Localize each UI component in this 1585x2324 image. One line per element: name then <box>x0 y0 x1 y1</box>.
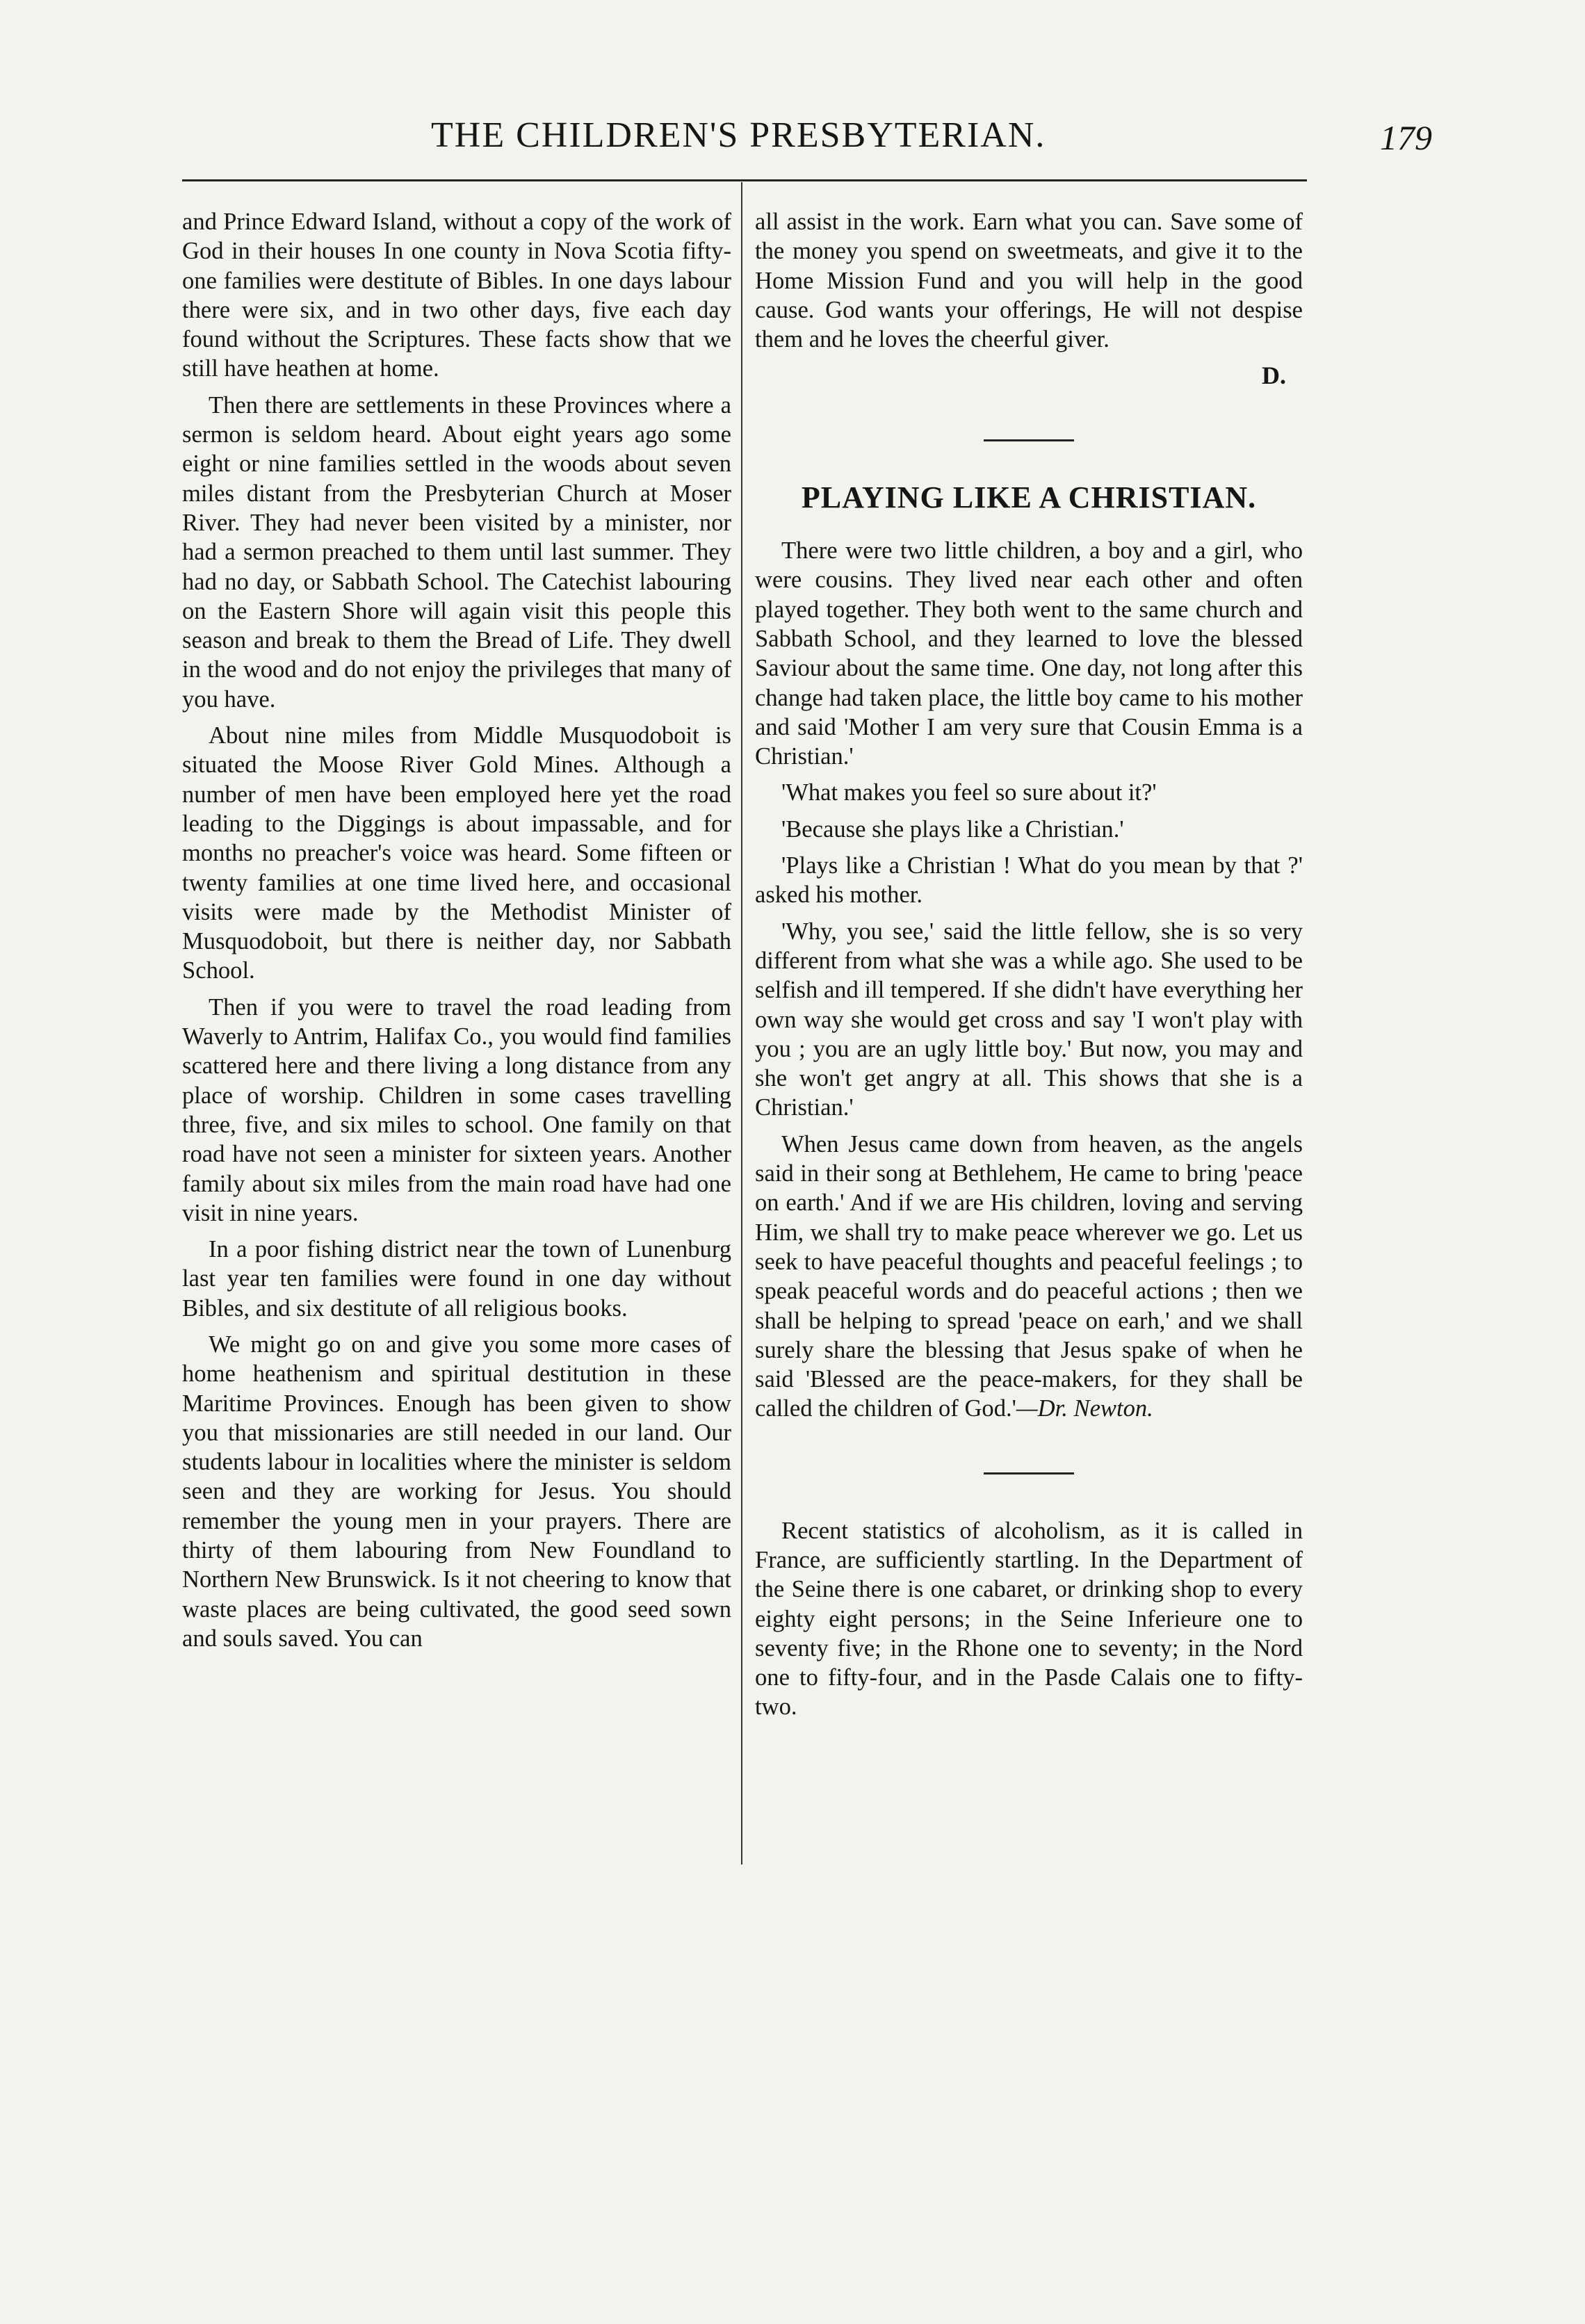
paragraph: Then if you were to travel the road leading from Waverly to Antrim, Halifax Co., you would find families scattered here and there living a long distance from any place of worship. Children in some cases travelling three, five, and six miles to school. One family on that road have not seen a minister for sixteen years. Another family about six miles from the main road have had one visit in nine years. <box>182 993 731 1226</box>
statistics-paragraph: Recent statistics of alcoholism, as it is called in France, are sufficiently startling. In the Department of the Seine there is one cabaret, or drinking shop to every eighty eight persons; in the Seine Inferieure one to seventy five; in the Rhone one to seventy; in the Nord one to fifty-four, and in the Pasde Calais one to fifty-two. <box>755 1517 1303 1721</box>
article-paragraph: 'Why, you see,' said the little fellow, she is so very different from what she was a while ago. She used to be selfish and ill tempered. If she didn't have everything her own way she would get cross and say 'I won't play with you ; you are an ugly little boy.' But now, you may and she won't get angry at all. This shows that she is a Christian.' <box>755 918 1303 1121</box>
header-rule <box>182 179 1307 181</box>
article-paragraph: 'Plays like a Christian ! What do you mean by that ?' asked his mother. <box>755 852 1303 909</box>
paragraph: About nine miles from Middle Musquodoboit is situated the Moose River Gold Mines. Although a number of men have been employed here yet the road leading to the Diggings is about impassable, and for months no preacher's voice was heard. Some fifteen or twenty families at one time lived here, and occasional visits were made by the Methodist Minister of Musquodoboit, but there is neither day, nor Sabbath School. <box>182 722 731 984</box>
article-paragraph: There were two little children, a boy and a girl, who were cousins. They lived near each other and often played together. They both went to the same church and Sabbath School, and they learned to love the blessed Saviour about the same time. One day, not long after this change had taken place, the little boy came to his mother and said 'Mother I am very sure that Cousin Emma is a Christian.' <box>755 537 1303 770</box>
running-title: THE CHILDREN'S PRESBYTERIAN. <box>431 115 1046 155</box>
left-column <box>182 207 731 1660</box>
article-paragraph: 'What makes you feel so sure about it?' <box>781 779 1157 806</box>
page-header <box>181 115 1432 163</box>
paragraph: Then there are settlements in these Provinces where a sermon is seldom heard. About eight years ago some eight or nine families settled in the woods about seven miles distant from the Presbyterian Church at Moser River. They had never been visited by a minister, nor had a sermon preached to them until last summer. They had no day, or Sabbath School. The Catechist labouring on the Eastern Shore will again visit this people this season and break to them the Bread of Life. They dwell in the wood and do not enjoy the privileges that many of you have. <box>182 391 731 713</box>
column-divider <box>741 182 742 1864</box>
article-paragraph-text: When Jesus came down from heaven, as the angels said in their song at Bethlehem, He came to bring 'peace on earth.' And if we are His children, loving and serving Him, we shall try to make peace wherever we go. Let us seek to have peaceful thoughts and peaceful feelings ; to speak peaceful words and do peaceful actions ; then we shall be helping to spread 'peace on earh,' and we shall surely share the blessing that Jesus spake of when he said 'Blessed are the peace-makers, for they shall be called the children of God.' <box>755 1130 1303 1422</box>
signature: D. <box>1262 361 1286 390</box>
page-number: 179 <box>1380 118 1432 157</box>
right-column <box>755 207 1303 1729</box>
article-title: PLAYING LIKE A CHRISTIAN. <box>801 480 1257 514</box>
paragraph: We might go on and give you some more cases of home heathenism and spiritual destitution in these Maritime Provinces. Enough has been given to show you that missionaries are still needed in our land. Our students labour in localities where the minister is seldom seen and they are working for Jesus. You should remember the young men in your prayers. There are thirty of them labouring from New Foundland to Northern New Brunswick. Is it not cheering to know that waste places are being cultivated, the good seed sown and souls saved. You can <box>182 1331 731 1652</box>
section-rule <box>984 439 1074 441</box>
paragraph: and Prince Edward Island, without a copy of the work of God in their houses In one county in Nova Scotia fifty-one families were destitute of Bibles. In one days labour there were six, and in two other days, five each day found without the Scriptures. These facts show that we still have heathen at home. <box>182 209 731 382</box>
article-paragraph: 'Because she plays like a Christian.' <box>781 815 1124 843</box>
paragraph: In a poor fishing district near the town of Lunenburg last year ten families were found in one day without Bibles, and six destitute of all religious books. <box>182 1236 731 1322</box>
byline: —Dr. Newton. <box>1016 1395 1153 1422</box>
continuation-paragraph: all assist in the work. Earn what you can. Save some of the money you spend on sweetmeats, and give it to the Home Mission Fund and you will help in the good cause. God wants your offerings, He will not despise them and he loves the cheerful giver. <box>755 209 1303 353</box>
article-paragraph <box>755 1130 1303 1424</box>
section-rule <box>984 1472 1074 1474</box>
